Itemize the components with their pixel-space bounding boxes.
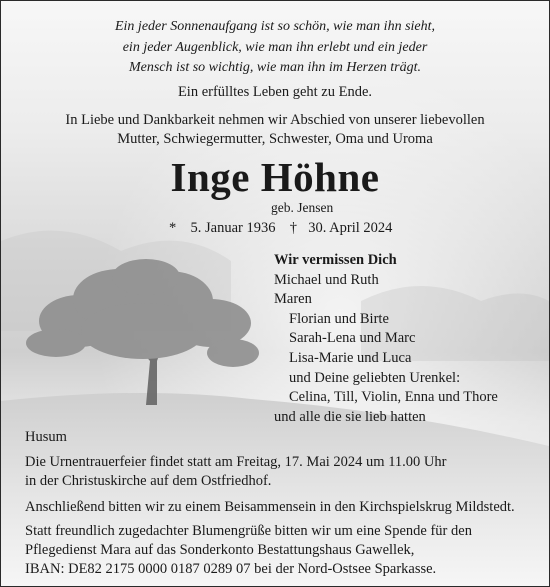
place-name: Husum xyxy=(25,429,67,445)
donation-line: Statt freundlich zugedachter Blumengrüße bitten wir um eine Spende für den xyxy=(25,523,472,539)
reception-line: Anschließend bitten wir zu einem Beisammensein in den Kirchspielskrug Mildstedt. xyxy=(25,499,515,515)
life-dates xyxy=(169,220,392,237)
mourner-line: Michael und Ruth xyxy=(274,271,379,288)
mourner-line: Lisa-Marie und Luca xyxy=(289,349,412,366)
mourners-list xyxy=(274,251,498,427)
funeral-line: in der Christuskirche auf dem Ostfriedhof. xyxy=(25,473,272,489)
birth-name: geb. Jensen xyxy=(271,200,334,215)
announcement xyxy=(1,111,549,149)
birth-date: 5. Januar 1936 xyxy=(190,220,276,236)
announcement-line: In Liebe und Dankbarkeit nehmen wir Abschied von unserer liebevollen xyxy=(65,112,485,128)
deceased-name: Inge Höhne xyxy=(170,154,380,200)
poem-line: Ein jeder Sonnenaufgang ist so schön, wie man ihn sieht, xyxy=(114,19,436,34)
notice-content xyxy=(1,1,549,586)
mourner-line: und Deine geliebten Urenkel: xyxy=(289,369,461,386)
announcement-line: Mutter, Schwiegermutter, Schwester, Oma und Uroma xyxy=(117,131,433,147)
mourner-line: Florian und Birte xyxy=(289,310,389,327)
donation-line: IBAN: DE82 2175 0000 0187 0289 07 bei der Nord-Ostsee Sparkasse. xyxy=(25,561,437,577)
death-cross-symbol: † xyxy=(289,220,297,236)
donation-info xyxy=(25,522,535,579)
death-date: 30. April 2024 xyxy=(308,220,393,236)
mourner-line: Maren xyxy=(274,291,312,308)
poem-line: ein jeder Augenblick, wie man ihn erlebt und ein jeder xyxy=(122,39,428,55)
funeral-line: Die Urnentrauerfeier findet statt am Freitag, 17. Mai 2024 um 11.00 Uhr xyxy=(25,454,447,470)
reception-info xyxy=(25,498,535,517)
birth-star-symbol: * xyxy=(169,220,177,236)
poem-line: Mensch ist so wichtig, wie man ihn im Herzen trägt. xyxy=(128,60,422,75)
intro-text: Ein erfülltes Leben geht zu Ende. xyxy=(177,84,373,100)
mourner-line: Celina, Till, Violin, Enna und Thore xyxy=(289,389,498,406)
poem xyxy=(1,17,549,79)
donation-line: Pflegedienst Mara auf das Sonderkonto Bestattungshaus Gawellek, xyxy=(25,542,415,558)
funeral-info xyxy=(25,453,535,491)
mourners-heading: Wir vermissen Dich xyxy=(274,252,397,268)
mourner-line: und alle die sie lieb hatten xyxy=(274,408,426,425)
mourner-line: Sarah-Lena und Marc xyxy=(289,330,416,347)
